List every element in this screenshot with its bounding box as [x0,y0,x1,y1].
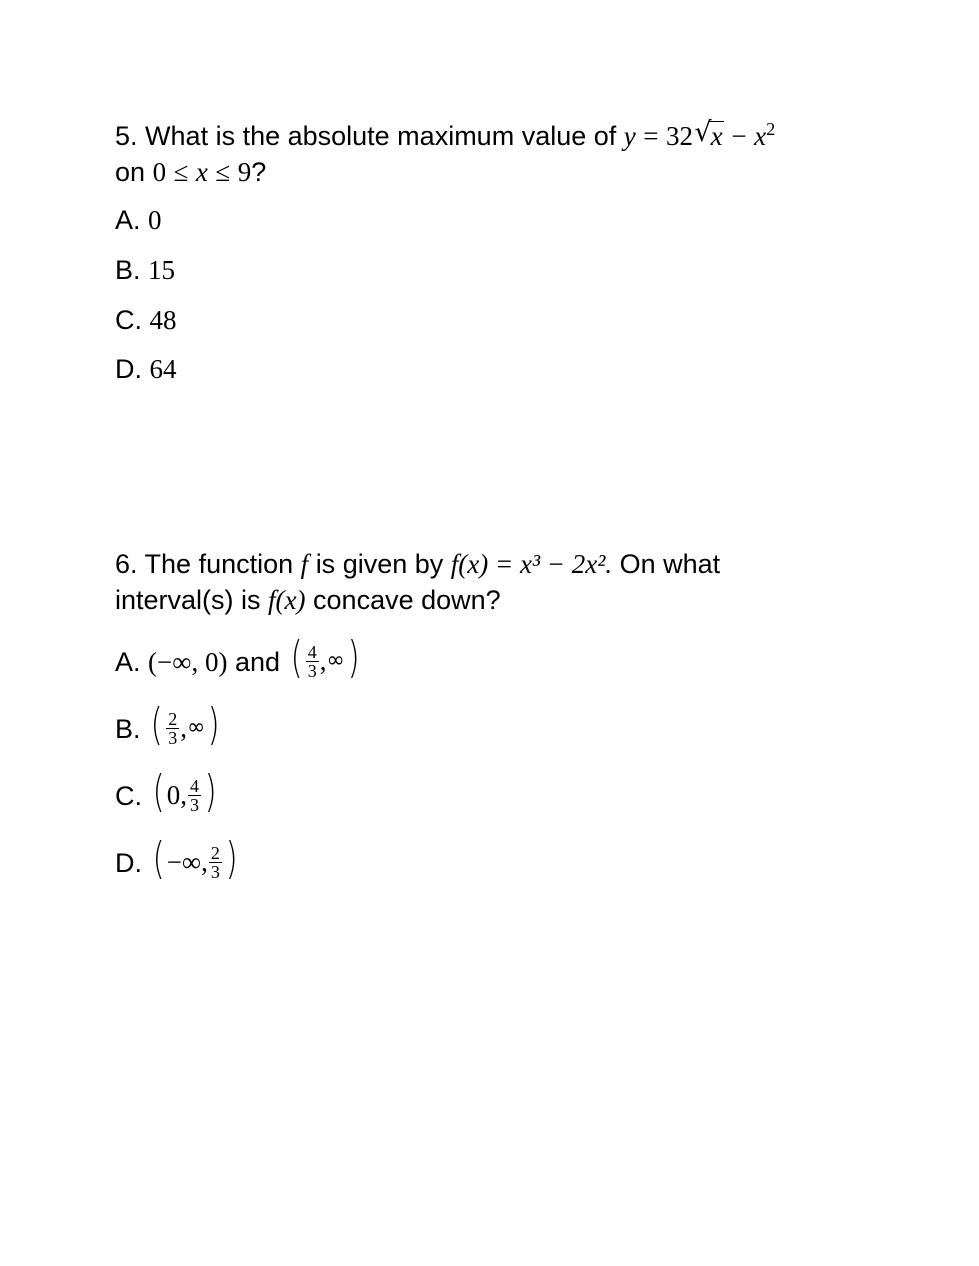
left-paren-icon: ( [290,632,303,683]
option-d[interactable] [115,833,240,887]
question-mark: ? [251,157,267,187]
comma: , [180,713,187,743]
right-paren-icon: ) [347,632,360,683]
interval [150,833,241,884]
function-name: f [300,549,309,579]
interval-part-1: (−∞, 0) [148,647,228,678]
right-paren-icon: ) [207,699,220,750]
option-letter: C. [115,305,142,335]
question-text: The function [144,549,294,579]
option-value: 15 [148,255,176,285]
fraction [166,710,179,747]
exponent: 2 [766,118,776,139]
comma: , [319,646,327,676]
option-letter: D. [115,354,142,384]
infinity: ∞ [326,648,345,673]
fraction [209,844,222,881]
option-letter: D. [115,848,142,879]
interval-var: x [195,157,208,187]
option-b[interactable] [115,252,175,288]
question-text: interval(s) is [115,585,261,615]
leq-sign: ≤ [173,157,189,187]
function-notation: f(x) [268,585,306,615]
fraction-denominator: 3 [210,861,220,882]
option-a[interactable] [115,202,162,238]
left-paren-icon: ( [152,833,165,884]
option-letter: A. [115,647,141,678]
fraction [188,777,201,814]
option-c[interactable] [115,302,177,338]
interval-lead: −∞, [166,847,208,877]
question-6 [115,546,875,884]
function-equation: f(x) = x³ − 2x². [450,549,613,579]
interval-high: 9 [237,157,252,187]
fraction-denominator: 3 [168,727,178,748]
minus-sign: − [731,121,747,151]
fraction-denominator: 3 [307,660,317,681]
option-value: 48 [149,305,177,335]
option-letter: C. [115,781,142,812]
fraction-numerator: 4 [307,641,317,662]
left-paren-icon: ( [150,699,163,750]
question-5-stem-line-1 [115,118,875,154]
interval [150,766,220,817]
option-letter: B. [115,255,141,285]
option-letter: B. [115,714,141,745]
question-number: 6. [115,549,138,579]
equals-sign: = [643,121,659,151]
right-paren-icon: ) [225,833,238,884]
infinity: ∞ [186,715,206,740]
interval [148,699,222,750]
square-root [694,118,724,154]
fraction-denominator: 3 [189,794,199,815]
equation-lhs: y [623,121,636,151]
question-6-stem-line-2 [115,582,875,618]
interval-part-2 [288,632,362,683]
option-value: 64 [149,354,177,384]
fraction-numerator: 2 [210,842,220,863]
fraction-numerator: 4 [189,775,199,796]
question-text: concave down? [313,585,501,615]
leq-sign: ≤ [215,157,231,187]
fraction-numerator: 2 [168,708,178,729]
question-5 [115,116,875,384]
radical-sign-icon: √ [694,116,712,148]
question-text: is given by [315,549,444,579]
question-6-stem-line-1 [115,546,875,582]
option-c[interactable] [115,766,219,820]
question-number: 5. [115,121,138,151]
option-d[interactable] [115,351,177,387]
question-text: On what [619,549,721,579]
left-paren-icon: ( [152,766,165,817]
interval-lead: 0, [166,780,187,810]
option-a[interactable] [115,632,362,686]
radicand: x [710,121,723,151]
option-letter: A. [115,205,141,235]
question-text: What is the absolute maximum value of [145,121,617,151]
right-paren-icon: ) [204,766,217,817]
interval-low: 0 [152,157,167,187]
coefficient: 32 [666,121,694,151]
question-5-stem-line-2 [115,154,875,190]
fraction [306,643,319,680]
option-value: 0 [148,205,162,235]
and-text: and [235,647,281,678]
power-base: x [754,121,767,151]
question-text: on [115,157,146,187]
option-b[interactable] [115,699,222,753]
